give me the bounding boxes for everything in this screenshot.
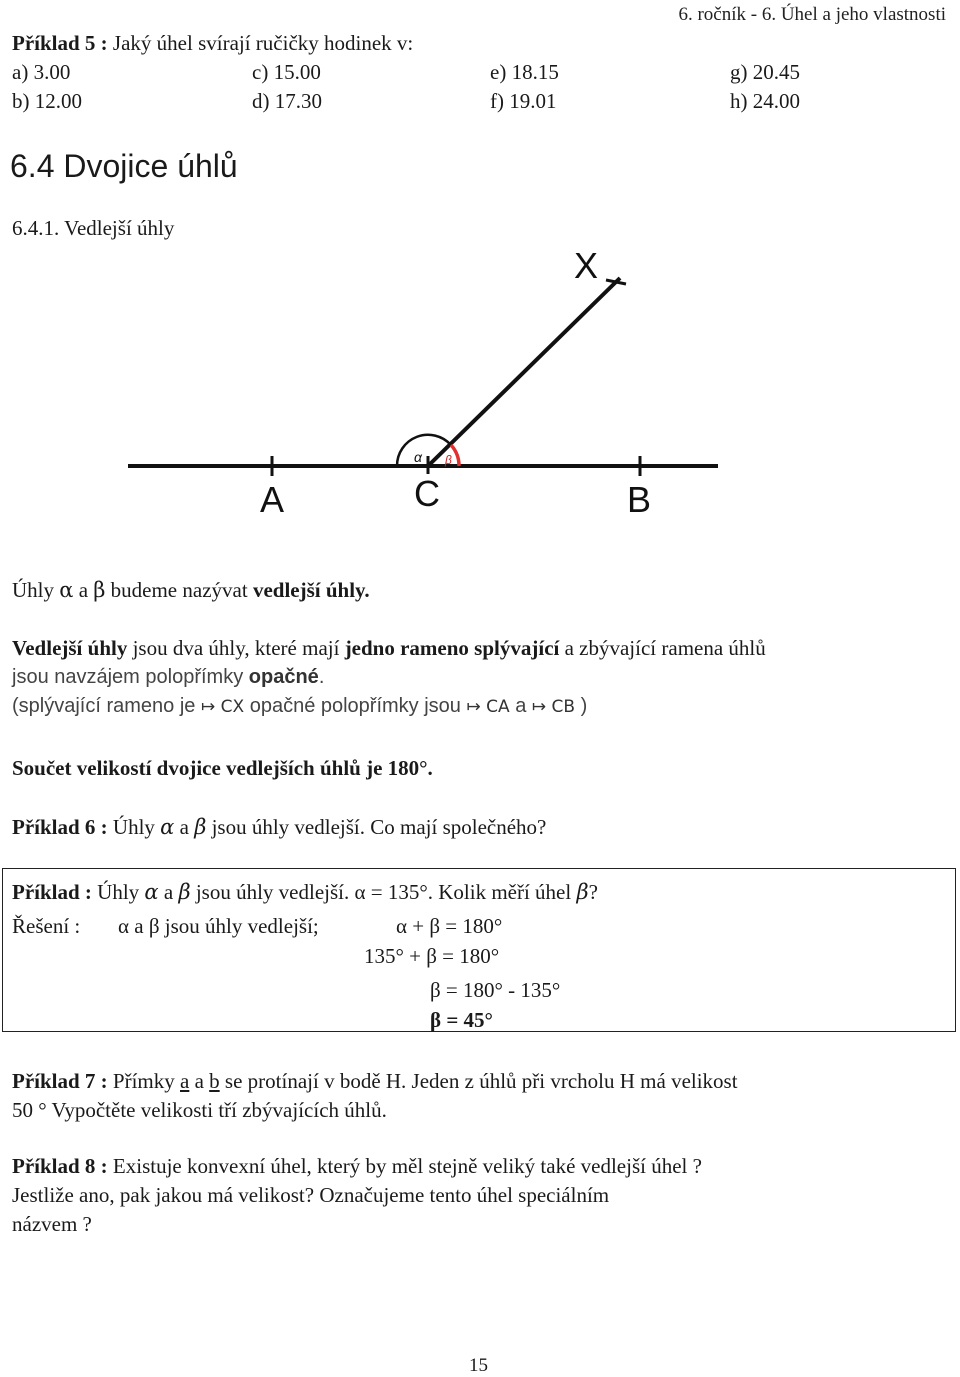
text-fragment: a [73, 578, 94, 602]
beta-symbol: β [194, 815, 207, 839]
text-fragment: a [509, 695, 532, 717]
text-fragment: (splývající rameno je [12, 695, 201, 717]
text-fragment: Úhly [12, 578, 60, 602]
page-header: 6. ročník - 6. Úhel a jeho vlastnosti [678, 4, 946, 25]
example-5-text: Jaký úhel svírají ručičky hodinek v: [112, 31, 414, 55]
item-e: e) 18.15 [490, 60, 559, 84]
text-fragment: budeme nazývat [105, 578, 253, 602]
solution-step-3 [430, 976, 560, 1004]
adjacent-angles-figure [0, 240, 960, 540]
text-fragment: jsou dva úhly, které mají [127, 636, 345, 660]
item-c: c) 15.00 [252, 60, 321, 84]
naming-sentence [12, 576, 370, 604]
text-fragment: a [158, 880, 179, 904]
text-fragment: opačné polopřímky jsou [244, 695, 467, 717]
example-5-label: Příklad 5 : [12, 31, 108, 55]
worked-example-question [12, 878, 598, 906]
sum-statement [12, 754, 433, 782]
text-fragment: α = 135°. Kolik měří úhel [354, 880, 577, 904]
example-6-label: Příklad 6 : [12, 815, 108, 839]
example-7-label: Příklad 7 : [12, 1069, 108, 1093]
solution-text: α + β = 180° [396, 914, 503, 938]
text-fragment: Existuje konvexní úhel, který by měl stejně veliký také vedlejší úhel ? [107, 1154, 702, 1178]
text-fragment: Úhly [91, 880, 145, 904]
solution-text: β = 180° - 135° [430, 978, 561, 1002]
label-a: A [260, 479, 285, 520]
ray-cb-symbol: ↦ CB [531, 697, 576, 717]
sum-text: Součet velikostí dvojice vedlejších úhlů je 180°. [12, 756, 433, 780]
solution-step-2 [364, 942, 499, 970]
section-title: 6.4 Dvojice úhlů [10, 148, 238, 184]
ray-note [12, 692, 587, 721]
item-f: f) 19.01 [490, 89, 557, 113]
label-alpha: α [414, 449, 422, 465]
label-c: C [414, 473, 440, 514]
example-7-line-2: 50 ° Vypočtěte velikosti tří zbývajících úhlů. [12, 1098, 387, 1122]
definition-emphasis: jedno rameno splývající [344, 636, 560, 660]
term-bold: vedlejší úhly. [252, 578, 370, 602]
ray-cx [428, 278, 620, 466]
definition-line-2 [12, 663, 324, 691]
label-b: B [627, 479, 652, 520]
example-8-label: Příklad 8 : [12, 1154, 108, 1178]
text-fragment: jsou úhly vedlejší. [190, 880, 355, 904]
text-fragment: ? [588, 880, 598, 904]
definition-line-1 [12, 634, 766, 662]
example-8-line-3: názvem ? [12, 1212, 92, 1236]
item-h: h) 24.00 [730, 89, 800, 113]
text-fragment: jsou navzájem polopřímky [12, 666, 249, 688]
text-fragment: a zbývající ramena úhlů [559, 636, 766, 660]
beta-symbol: β [576, 880, 589, 904]
ray-ca-symbol: ↦ CA [466, 697, 510, 717]
worked-example-label: Příklad : [12, 880, 92, 904]
text-fragment: Úhly [107, 815, 161, 839]
example-7-line-1 [12, 1067, 738, 1095]
line-b-label: b [209, 1069, 220, 1093]
text-fragment: se protínají v bodě H. Jeden z úhlů při vrcholu H má velikost [219, 1069, 738, 1093]
page-number: 15 [469, 1355, 488, 1376]
line-a-label: a [180, 1069, 190, 1093]
solution-line-1 [12, 912, 80, 940]
beta-arc [451, 445, 459, 466]
text-fragment: . [318, 666, 325, 688]
solution-label: Řešení : [12, 914, 81, 938]
label-beta: β [445, 453, 452, 467]
definition-term: Vedlejší úhly [12, 636, 128, 660]
example-6 [12, 813, 546, 841]
solution-result [430, 1006, 493, 1034]
solution-step-1 [118, 912, 319, 940]
item-b: b) 12.00 [12, 89, 82, 113]
text-fragment: Přímky [107, 1069, 181, 1093]
item-d: d) 17.30 [252, 89, 322, 113]
label-x: X [574, 245, 599, 286]
text-fragment: ) [575, 695, 588, 717]
text-fragment: jsou úhly vedlejší. Co mají společného? [206, 815, 547, 839]
text-fragment: a [189, 1069, 210, 1093]
item-a: a) 3.00 [12, 60, 71, 84]
solution-text: 135° + β = 180° [364, 944, 500, 968]
example-5-question [12, 29, 413, 57]
solution-result-text: β = 45° [430, 1008, 493, 1032]
definition-emphasis-2: opačné [248, 666, 319, 688]
example-8-line-2: Jestliže ano, pak jakou má velikost? Označujeme tento úhel speciálním [12, 1183, 610, 1207]
ray-cx-symbol: ↦ CX [200, 697, 245, 717]
subsection-title: 6.4.1. Vedlejší úhly [12, 216, 175, 240]
text-fragment: a [174, 815, 195, 839]
beta-symbol: β [178, 880, 191, 904]
item-g: g) 20.45 [730, 60, 800, 84]
alpha-symbol: α [144, 880, 159, 904]
alpha-symbol: α [160, 815, 175, 839]
solution-text: α a β jsou úhly vedlejší; [118, 914, 319, 938]
alpha-symbol: α [59, 578, 74, 602]
example-8-line-1 [12, 1152, 702, 1180]
solution-equation-1 [396, 912, 502, 940]
tick-x [606, 280, 626, 284]
beta-symbol: β [93, 578, 106, 602]
